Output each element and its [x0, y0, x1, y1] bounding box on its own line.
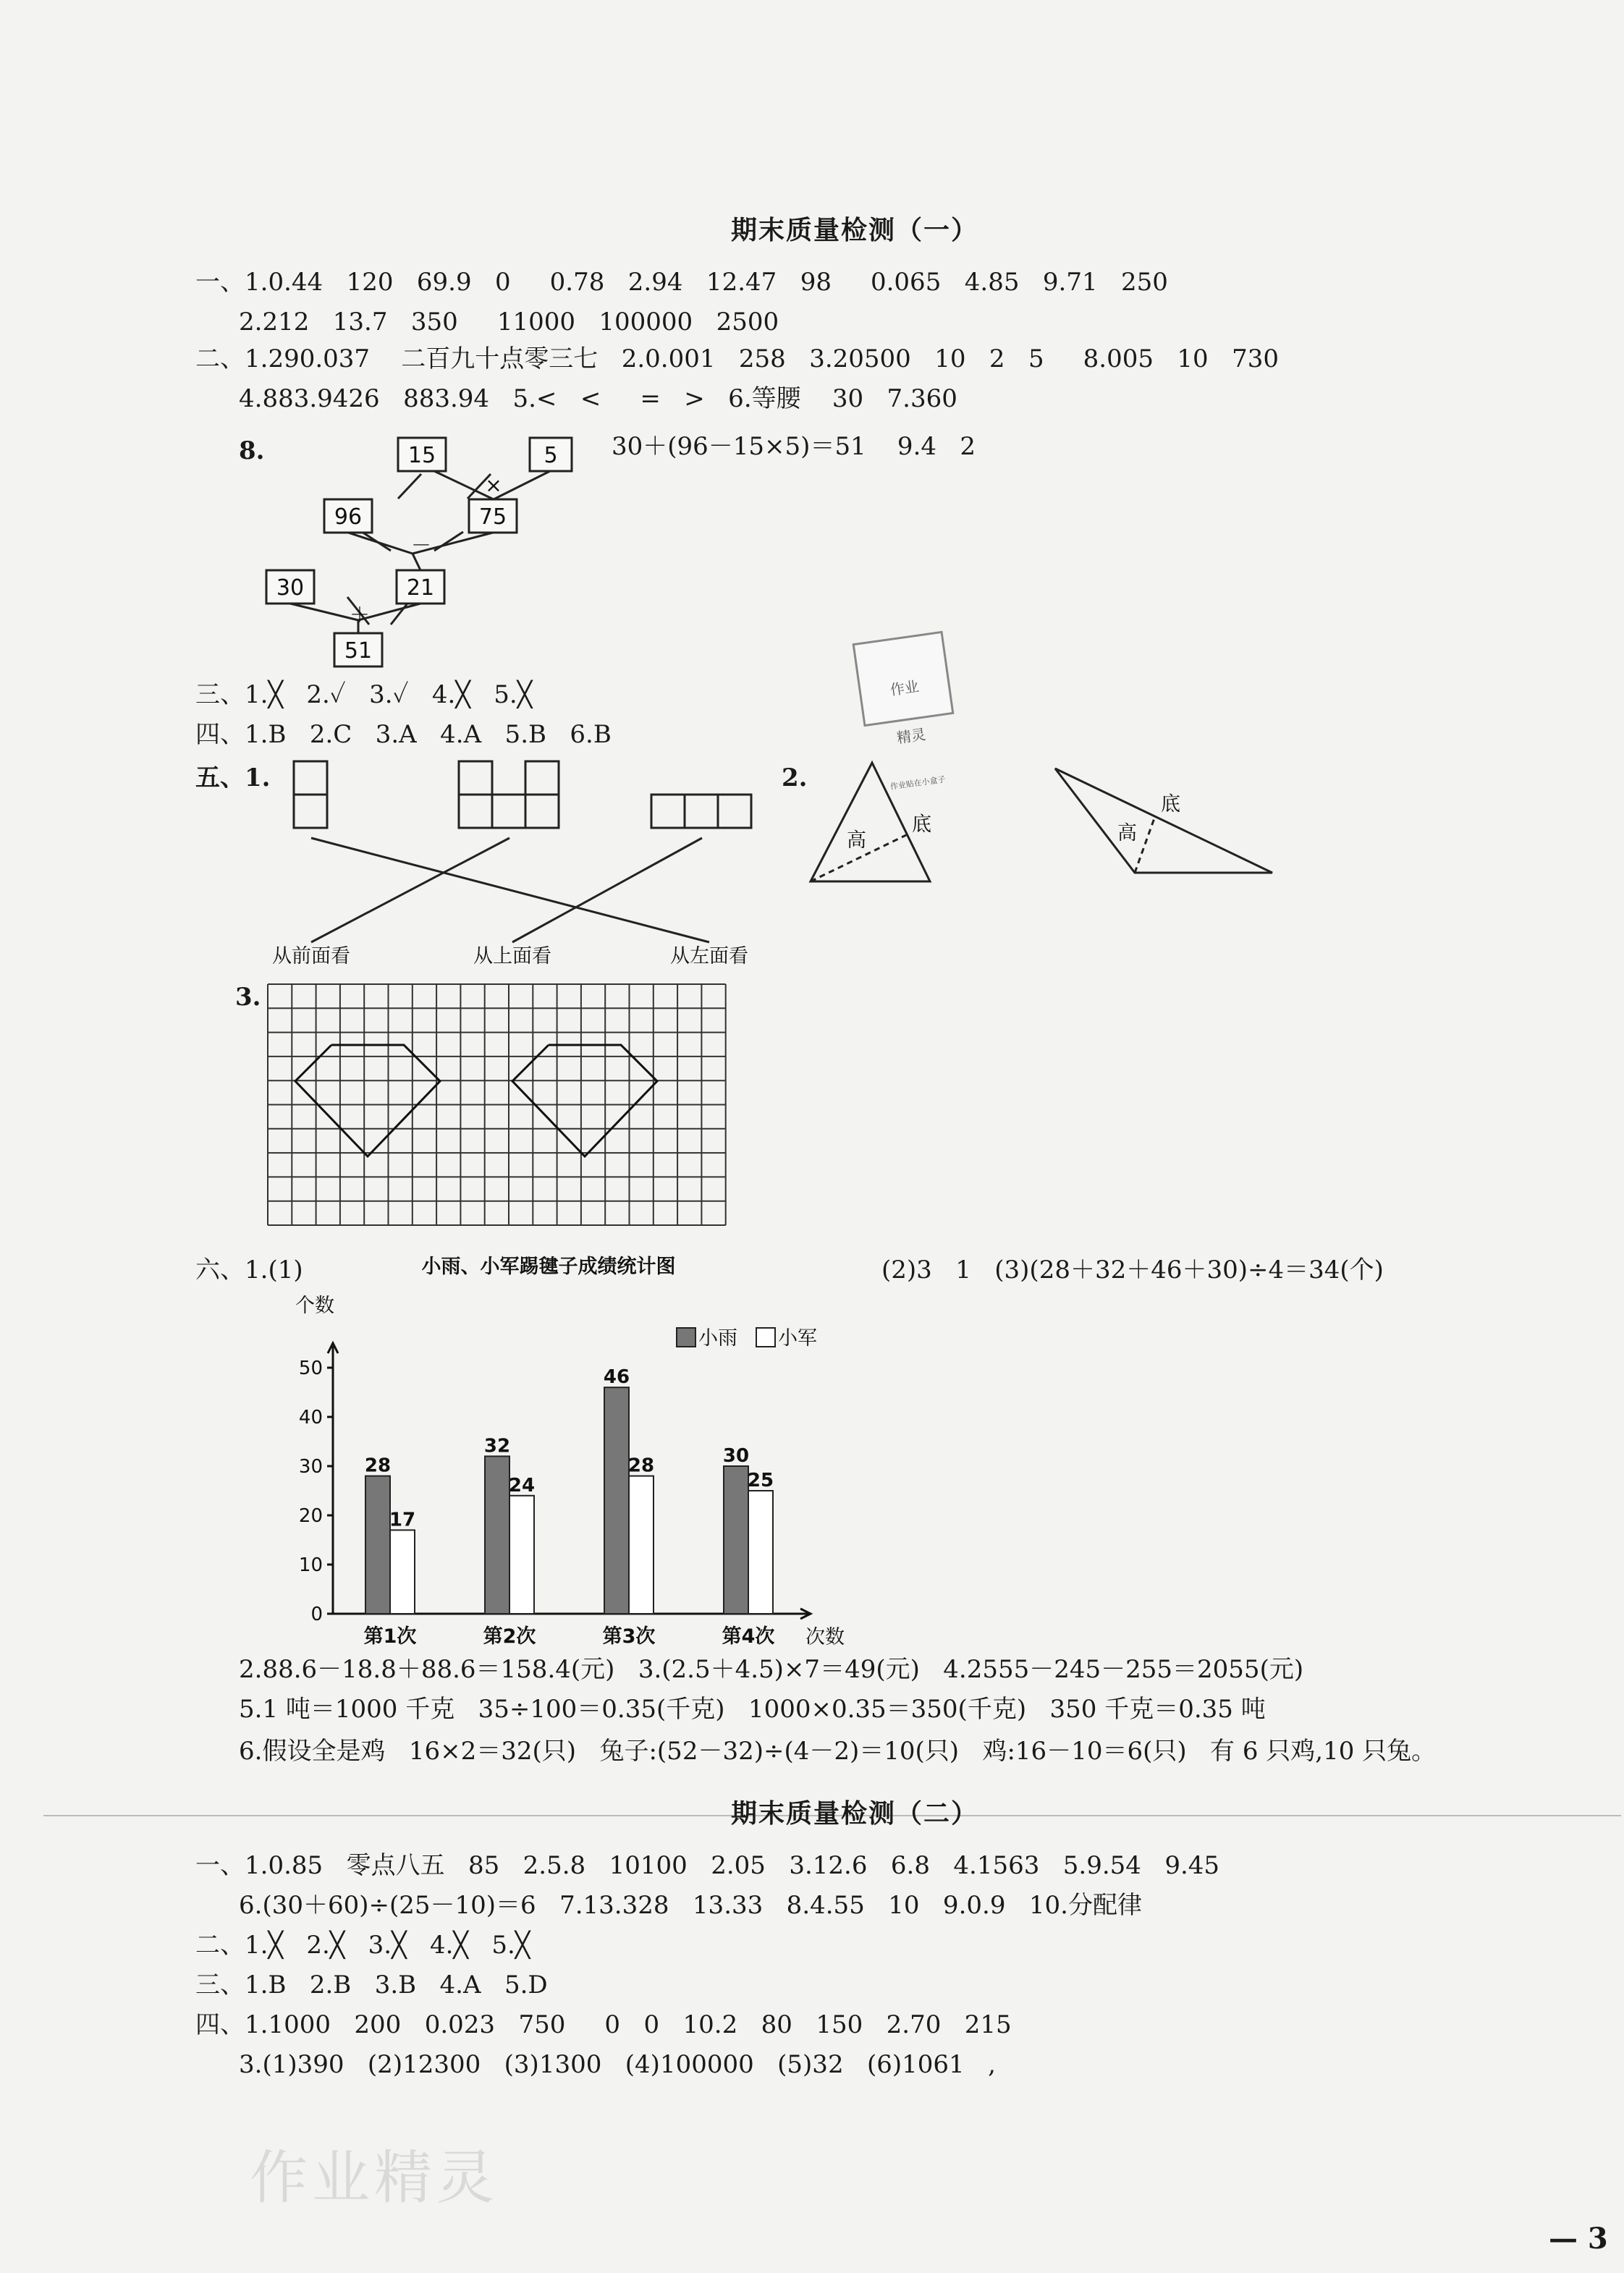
grid-drawing-diagram — [261, 977, 753, 1237]
triangle2-base-label: 底 — [1161, 793, 1180, 816]
y-tick-label: 10 — [298, 1554, 323, 1576]
tree-operator-multiply: × — [485, 473, 502, 497]
tree-value-51: 51 — [344, 638, 373, 664]
t1-s5-number: 五、1. — [195, 763, 271, 792]
x-category-label: 第3次 — [602, 1625, 656, 1648]
bar-小军-第2次 — [509, 1496, 534, 1614]
stamp-line2: 精灵 — [895, 725, 927, 747]
t1-s2-line1: 二、1.290.037 二百九十点零三七 2.0.001 258 3.20500 10 2 5 8.005 10 730 — [195, 344, 1279, 373]
bar-小军-第1次 — [390, 1530, 415, 1614]
tree-value-96: 96 — [334, 504, 363, 530]
tree-value-75: 75 — [478, 504, 507, 530]
y-tick-label: 20 — [298, 1505, 323, 1527]
test2-title: 期末质量检测（二） — [731, 1799, 979, 1829]
bar-value-label: 17 — [389, 1509, 416, 1531]
y-tick-label: 40 — [298, 1407, 323, 1428]
t1-s6-line3: 5.1 吨＝1000 千克 35÷100＝0.35(千克) 1000×0.35＝350(千克) 350 千克＝0.35 吨 — [239, 1695, 1266, 1724]
bar-小军-第3次 — [629, 1476, 654, 1614]
t2-s4-line2: 3.(1)390 (2)12300 (3)1300 (4)100000 (5)32 (6)1061 , — [239, 2050, 996, 2079]
watermark: 作业精灵 — [250, 2144, 499, 2211]
page-number: — 3 — [1549, 2222, 1608, 2256]
bar-value-label: 30 — [722, 1445, 750, 1467]
y-tick-label: 30 — [298, 1456, 323, 1478]
y-tick-label: 50 — [298, 1358, 323, 1379]
stamp-line3: 作业贴在小盒子 — [889, 774, 947, 792]
t1-s2-q8-expression: 30＋(96－15×5)＝51 9.4 2 — [612, 432, 976, 461]
triangles-diagram — [803, 753, 1281, 897]
tree-value-30: 30 — [276, 575, 305, 601]
view-label-left: 从左面看 — [670, 945, 748, 968]
tree-value-21: 21 — [406, 575, 435, 601]
bar-小军-第4次 — [748, 1491, 773, 1614]
stamp-line1: 作业 — [889, 677, 921, 699]
x-category-label: 第1次 — [363, 1625, 417, 1648]
bar-小雨-第2次 — [485, 1456, 509, 1614]
t1-s1-line1: 一、1.0.44 120 69.9 0 0.78 2.94 12.47 98 0.065 4.85 9.71 250 — [195, 268, 1168, 297]
x-category-label: 第4次 — [722, 1625, 775, 1648]
bar-小雨-第4次 — [724, 1466, 748, 1614]
tree-value-15: 15 — [407, 443, 436, 468]
three-views-diagram — [246, 753, 796, 977]
bar-value-label: 24 — [508, 1474, 536, 1497]
bar-小雨-第1次 — [365, 1476, 390, 1614]
t1-s2-q8-number: 8. — [239, 436, 265, 465]
bar-chart — [275, 1248, 868, 1654]
bar-value-label: 28 — [627, 1455, 655, 1477]
bar-value-label: 25 — [747, 1470, 774, 1491]
calculation-tree-diagram — [261, 431, 558, 677]
test1-title: 期末质量检测（一） — [731, 216, 979, 245]
bar-value-label: 32 — [483, 1435, 511, 1457]
t2-s1-line1: 一、1.0.85 零点八五 85 2.5.8 10100 2.05 3.12.6 6.8 4.1563 5.9.54 9.45 — [195, 1851, 1220, 1880]
bar-小雨-第3次 — [604, 1387, 629, 1614]
t1-s3-line: 三、1.╳ 2.✓ 3.✓ 4.╳ 5.╳ — [195, 680, 533, 709]
tree-value-5: 5 — [544, 443, 558, 468]
t1-s6-line2: 2.88.6－18.8＋88.6＝158.4(元) 3.(2.5＋4.5)×7＝49(元) 4.2555－245－255＝2055(元) — [239, 1655, 1304, 1684]
y-tick-label: 0 — [310, 1604, 323, 1625]
t2-s3-line: 三、1.B 2.B 3.B 4.A 5.D — [195, 1971, 548, 1999]
view-label-front: 从前面看 — [272, 945, 350, 968]
x-category-label: 第2次 — [483, 1625, 536, 1648]
chart-y-axis-label: 个数 — [295, 1295, 334, 1317]
t1-s6-answers-2-3: (2)3 1 (3)(28＋32＋46＋30)÷4＝34(个) — [881, 1256, 1384, 1284]
bar-value-label: 28 — [364, 1455, 392, 1477]
bar-value-label: 46 — [603, 1366, 630, 1389]
t1-s5-q2-number: 2. — [782, 763, 808, 792]
t1-s6-number: 六、1.(1) — [195, 1256, 303, 1284]
stamp-logo — [853, 631, 955, 792]
t1-s6-line4: 6.假设全是鸡 16×2＝32(只) 兔子:(52－32)÷(4－2)＝10(只) 鸡:16－10＝6(只) 有 6 只鸡,10 只兔。 — [239, 1737, 1437, 1766]
t1-s2-line2: 4.883.9426 883.94 5.< < = > 6.等腰 30 7.360 — [239, 384, 957, 413]
chart-title: 小雨、小军踢毽子成绩统计图 — [421, 1256, 676, 1278]
triangle1-base-label: 底 — [912, 813, 931, 836]
legend-swatch — [756, 1328, 775, 1347]
t2-s1-line2: 6.(30＋60)÷(25－10)＝6 7.13.328 13.33 8.4.55 10 9.0.9 10.分配律 — [239, 1891, 1142, 1920]
tree-operator-subtract: － — [410, 533, 432, 557]
legend-label: 小雨 — [698, 1327, 737, 1350]
t2-s4-line1: 四、1.1000 200 0.023 750 0 0 10.2 80 150 2.70 215 — [195, 2010, 1012, 2039]
triangle1-height-label: 高 — [847, 829, 866, 852]
legend-swatch — [677, 1328, 695, 1347]
triangle2-height-label: 高 — [1117, 822, 1137, 845]
tree-operator-add: ＋ — [349, 603, 371, 627]
t1-s4-line: 四、1.B 2.C 3.A 4.A 5.B 6.B — [195, 720, 612, 749]
chart-x-axis-label: 次数 — [805, 1626, 845, 1648]
legend-label: 小军 — [778, 1327, 817, 1350]
view-label-top: 从上面看 — [473, 945, 551, 968]
t1-s5-q3-number: 3. — [235, 983, 261, 1012]
t1-s1-line2: 2.212 13.7 350 11000 100000 2500 — [239, 308, 779, 336]
t2-s2-line: 二、1.╳ 2.╳ 3.╳ 4.╳ 5.╳ — [195, 1931, 530, 1960]
